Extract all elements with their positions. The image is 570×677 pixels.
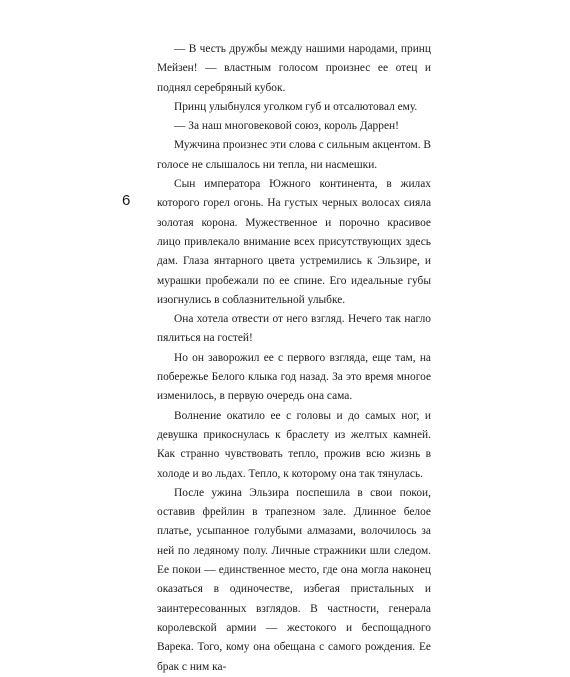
- paragraph: — За наш многовековой союз, король Даррен!: [174, 120, 399, 133]
- paragraph: Она хотела отвести от него взгляд. Нечего так нагло пялиться на гостей!: [157, 313, 431, 345]
- body-text: [157, 40, 431, 677]
- paragraph: После ужина Эльзира поспешила в свои покои, оставив фрейлин в трапезном зале. Длинное белое платье, усыпанное голубыми алмазами, волочилось за ней по ледяному полу. Личные стражники шли следом. Ее покои — единственное место, где она могла наконец оказаться в одиночестве, избегая пристальных и заинтересованных взглядов. В частности, генерала королевской армии — жестокого и беспощадного Варека. Того, кому она обещана с самого рождения. Ее брак с ним ка-: [157, 486, 431, 673]
- paragraph: Принц улыбнулся уголком губ и отсалютовал ему.: [174, 100, 418, 113]
- paragraph: Сын императора Южного континента, в жилах которого горел огонь. На густых черных волосах сияла золотая корона. Мужественное и порочно красивое лицо привлекало внимание всех присутствующих здесь дам. Глаза янтарного цвета устремились к Эльзире, и мурашки пробежали по ее спине. Его идеальные губы изогнулись в соблазнительной улыбке.: [157, 178, 431, 306]
- paragraph: Но он заворожил ее с первого взгляда, еще там, на побережье Белого клыка год назад. За это время многое изменилось, в первую очередь она сама.: [157, 351, 431, 403]
- page-number: 6: [122, 192, 131, 209]
- paragraph: — В честь дружбы между нашими народами, принц Мейзен! — властным голосом произнес ее отец и поднял серебряный кубок.: [157, 43, 431, 94]
- paragraph: Волнение окатило ее с головы и до самых ног, и девушка прикоснулась к браслету из желтых камней. Как странно чувствовать тепло, прожив всю жизнь в холоде и во льдах. Тепло, к которому она так тянулась.: [157, 409, 431, 480]
- paragraph: Мужчина произнес эти слова с сильным акцентом. В голосе не слышалось ни тепла, ни насмешки.: [157, 139, 431, 171]
